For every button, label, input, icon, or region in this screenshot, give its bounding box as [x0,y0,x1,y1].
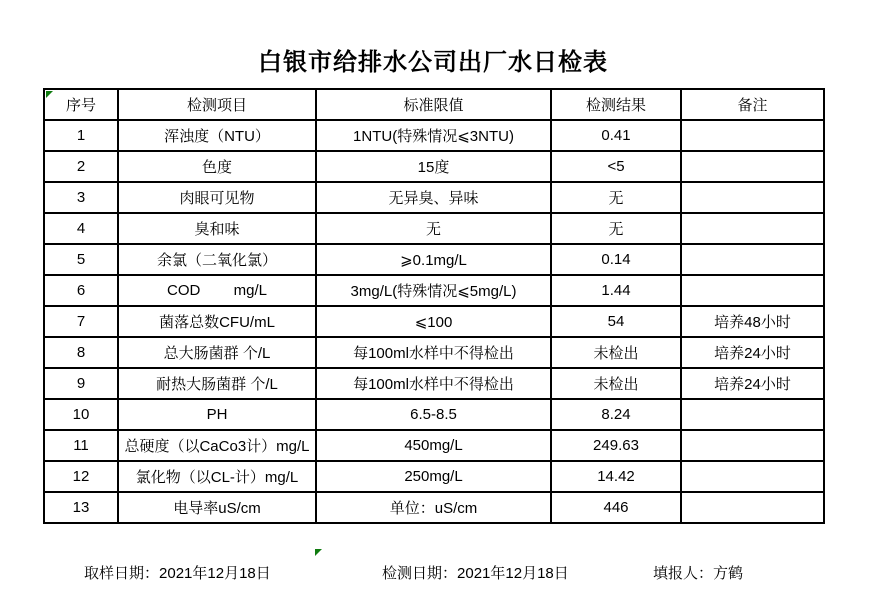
cell-limit: 1NTU(特殊情况⩽3NTU) [316,120,551,151]
cell-result: 0.14 [551,244,681,275]
cell-remark [681,182,824,213]
cell-result: 249.63 [551,430,681,461]
table-row [44,244,824,275]
cell-limit: 3mg/L(特殊情况⩽5mg/L) [316,275,551,306]
sample-date-label: 取样日期： [84,565,160,582]
cell-index: 6 [44,275,118,306]
table-header-row [44,89,824,120]
header-limit: 标准限值 [316,89,551,120]
test-date [382,562,569,583]
cell-limit: ⩾0.1mg/L [316,244,551,275]
cell-item: 总大肠菌群 个/L [118,337,316,368]
table-row [44,399,824,430]
cell-item: COD mg/L [118,275,316,306]
cell-index: 1 [44,120,118,151]
excel-corner-marker-icon [315,549,322,556]
header-index: 序号 [44,89,118,120]
cell-result: 无 [551,213,681,244]
cell-item: 色度 [118,151,316,182]
table-row [44,492,824,523]
cell-remark [681,213,824,244]
cell-remark: 培养24小时 [681,368,824,399]
table-row [44,151,824,182]
cell-result: 未检出 [551,337,681,368]
cell-remark: 培养24小时 [681,337,824,368]
cell-remark [681,151,824,182]
cell-index: 9 [44,368,118,399]
cell-result: <5 [551,151,681,182]
header-result: 检测结果 [551,89,681,120]
sample-date [84,562,271,583]
table-row [44,182,824,213]
cell-result: 54 [551,306,681,337]
cell-item: PH [118,399,316,430]
cell-index: 5 [44,244,118,275]
cell-index: 12 [44,461,118,492]
cell-item: 总硬度（以CaCo3计）mg/L [118,430,316,461]
cell-index: 4 [44,213,118,244]
sample-date-value: 2021年12月18日 [159,565,271,582]
cell-remark [681,275,824,306]
table-row [44,213,824,244]
cell-item: 氯化物（以CL-计）mg/L [118,461,316,492]
table-row [44,120,824,151]
cell-item: 菌落总数CFU/mL [118,306,316,337]
page-title: 白银市给排水公司出厂水日检表 [258,49,608,76]
cell-index: 10 [44,399,118,430]
cell-remark: 培养48小时 [681,306,824,337]
cell-limit: 6.5-8.5 [316,399,551,430]
cell-limit: 无 [316,213,551,244]
cell-remark [681,430,824,461]
cell-index: 8 [44,337,118,368]
table-row [44,275,824,306]
cell-limit: 无异臭、异味 [316,182,551,213]
cell-result: 未检出 [551,368,681,399]
cell-item: 耐热大肠菌群 个/L [118,368,316,399]
cell-remark [681,244,824,275]
excel-corner-marker-icon [46,91,53,98]
cell-item: 电导率uS/cm [118,492,316,523]
cell-result: 0.41 [551,120,681,151]
cell-result: 14.42 [551,461,681,492]
cell-limit: 450mg/L [316,430,551,461]
cell-limit: 250mg/L [316,461,551,492]
cell-result: 1.44 [551,275,681,306]
cell-remark [681,399,824,430]
cell-index: 7 [44,306,118,337]
cell-result: 无 [551,182,681,213]
daily-inspection-table [43,88,825,524]
table-body [44,120,824,523]
cell-index: 2 [44,151,118,182]
table-row [44,461,824,492]
cell-remark [681,492,824,523]
cell-result: 8.24 [551,399,681,430]
table-row [44,337,824,368]
cell-result: 446 [551,492,681,523]
cell-limit: 每100ml水样中不得检出 [316,337,551,368]
test-date-value: 2021年12月18日 [457,565,569,582]
cell-limit: ⩽100 [316,306,551,337]
reporter-label: 填报人： [653,565,714,582]
cell-index: 11 [44,430,118,461]
reporter-value: 方鹤 [713,565,744,582]
cell-index: 13 [44,492,118,523]
reporter [653,562,743,583]
cell-index: 3 [44,182,118,213]
test-date-label: 检测日期： [382,565,458,582]
cell-item: 肉眼可见物 [118,182,316,213]
table-row [44,430,824,461]
cell-limit: 单位：uS/cm [316,492,551,523]
header-remark: 备注 [681,89,824,120]
cell-remark [681,120,824,151]
cell-limit: 每100ml水样中不得检出 [316,368,551,399]
cell-item: 浑浊度（NTU） [118,120,316,151]
header-item: 检测项目 [118,89,316,120]
table-row [44,368,824,399]
cell-item: 臭和味 [118,213,316,244]
cell-limit: 15度 [316,151,551,182]
cell-remark [681,461,824,492]
cell-item: 余氯（二氧化氯） [118,244,316,275]
table-row [44,306,824,337]
